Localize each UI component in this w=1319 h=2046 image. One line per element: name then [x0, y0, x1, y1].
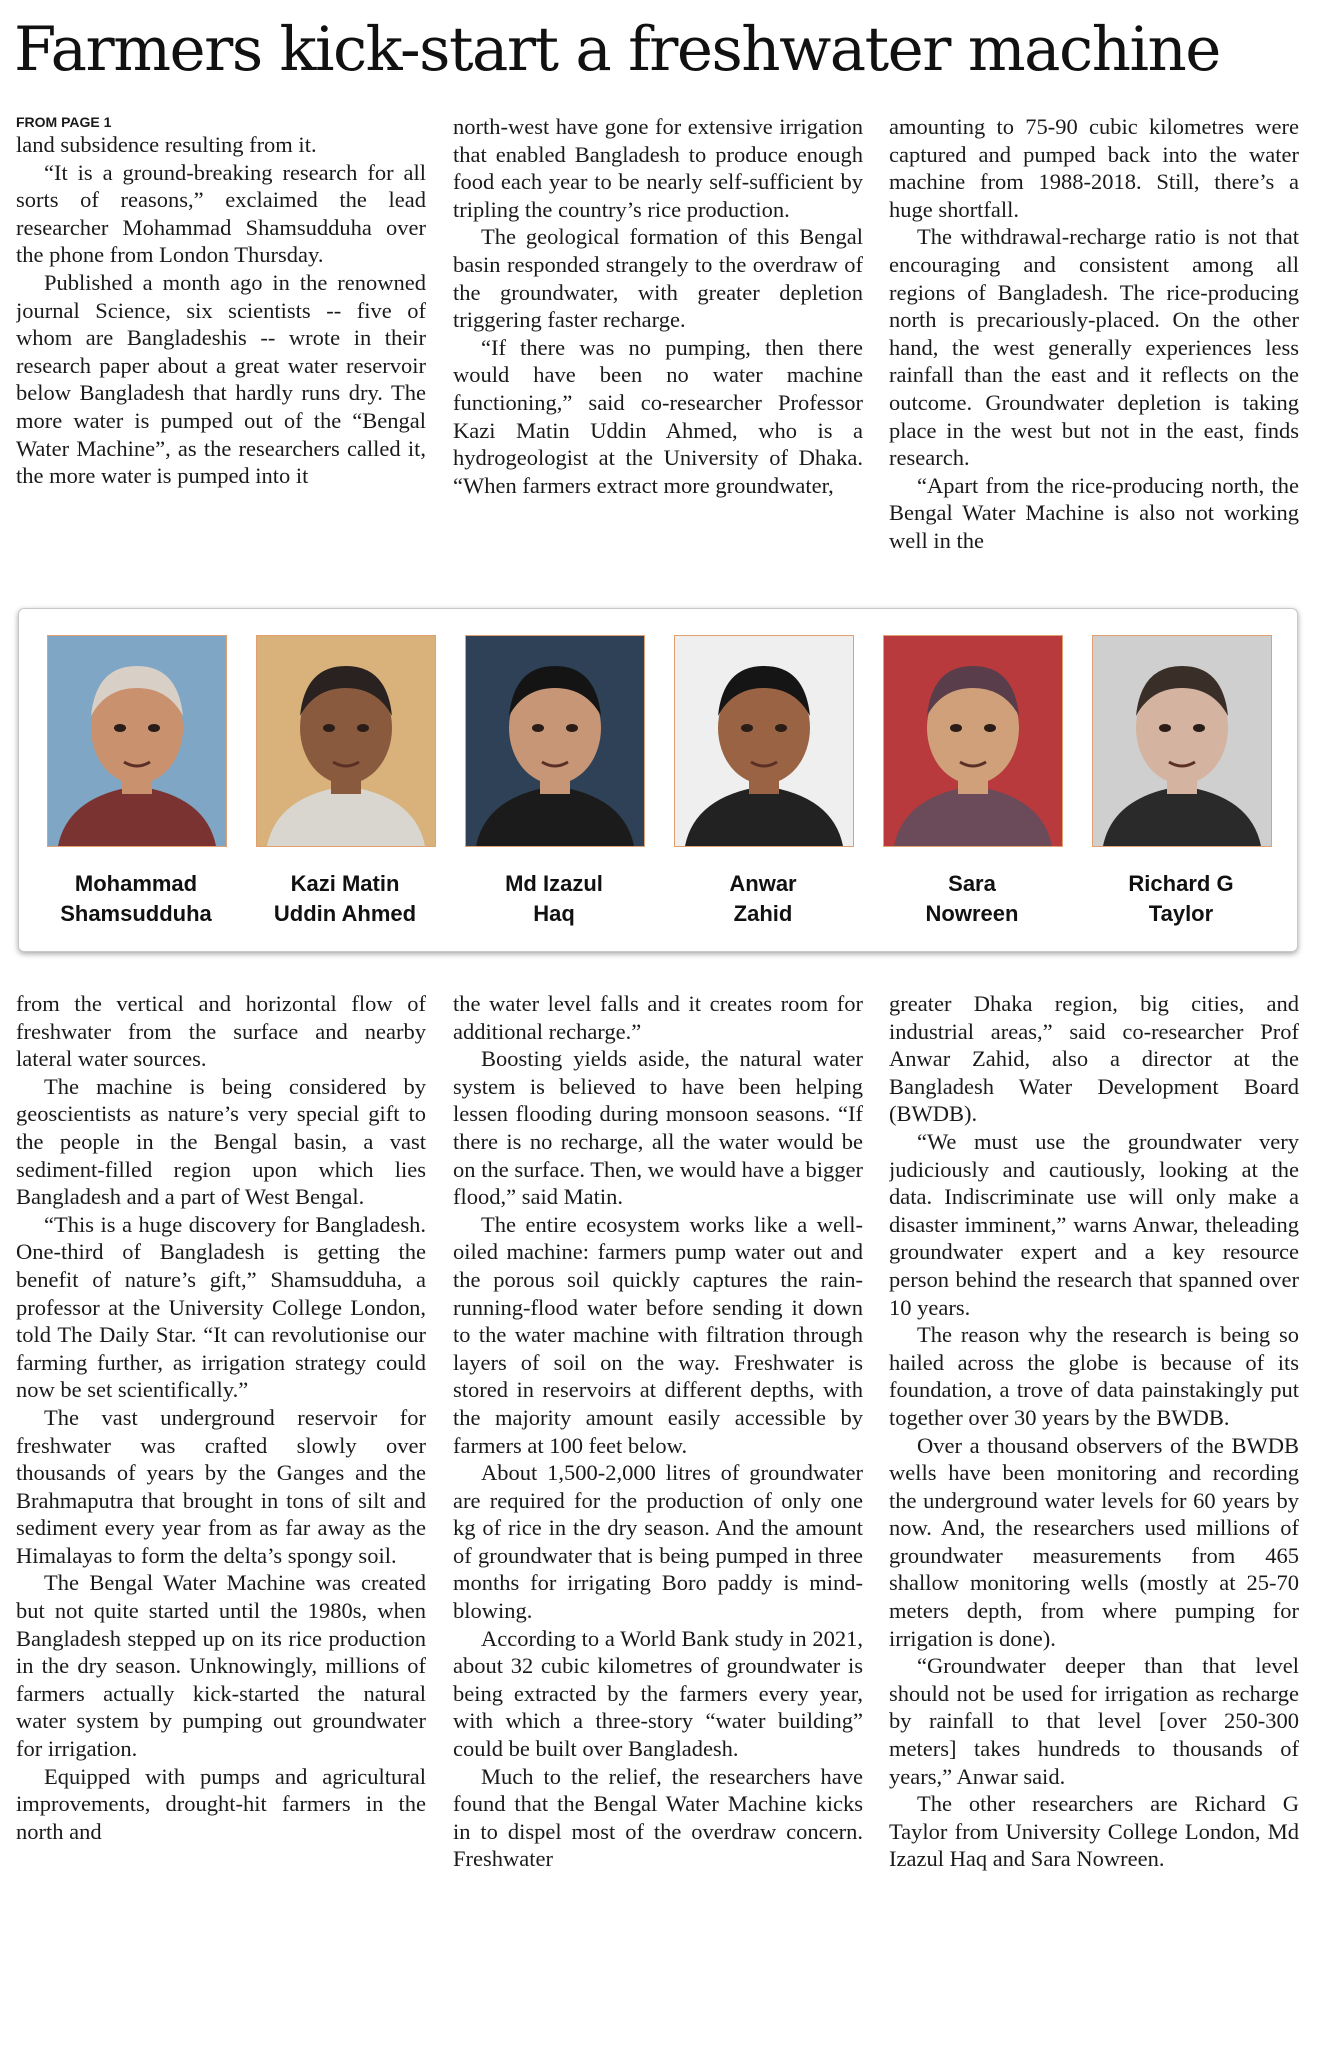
paragraph: About 1,500-2,000 litres of groundwater are required for the production of only one kg of rice in the dry season. And the amount of groundwater that is being pumped in three months for irrigating Boro paddy is mind-blowing. [453, 1460, 863, 1624]
researcher-photo [883, 635, 1063, 847]
researcher-name: Sara Nowreen [925, 871, 1019, 926]
paragraph: amounting to 75-90 cubic kilometres were captured and pumped back into the water machine from 1988-2018. Still, there’s a huge shortfall. [889, 114, 1299, 222]
researchers-photo-strip [18, 608, 1298, 952]
paragraph: “Groundwater deeper than that level should not be used for irrigation as recharge by rainfall to that level [over 250-300 meters] takes hundreds to thousands of years,” Anwar said. [889, 1653, 1299, 1789]
paragraph: The machine is being considered by geoscientists as nature’s very special gift to the people in the Bengal basin, a vast sediment-filled region upon which lies Bangladesh and a part of West Bengal. [16, 1073, 426, 1210]
paragraph: The vast underground reservoir for freshwater was crafted slowly over thousands of years by the Ganges and the Brahmaputra that brought in tons of silt and sediment every year from as far away as the Himalayas to form the delta’s spongy soil. [16, 1404, 426, 1568]
researcher-card [47, 635, 225, 929]
paragraph: The reason why the research is being so hailed across the globe is because of its foundation, a trove of data painstakingly put together over 30 years by the BWDB. [889, 1322, 1299, 1430]
researcher-card [1092, 635, 1270, 929]
paragraph: “It is a ground-breaking research for all sorts of reasons,” exclaimed the lead researcher Mohammad Shamsudduha over the phone from London Thursday. [16, 159, 426, 268]
paragraph: The Bengal Water Machine was created but not quite started until the 1980s, when Bangladesh stepped up on its rice production in the dry season. Unknowingly, millions of farmers actually kick-started the natural water system by pumping out groundwater for irrigation. [16, 1570, 426, 1762]
paragraph: land subsidence resulting from it. [16, 132, 317, 157]
top-column-1 [16, 113, 426, 583]
researcher-card [883, 635, 1061, 929]
from-page-kicker: FROM PAGE 1 [16, 114, 112, 130]
researcher-name: Md Izazul Haq [505, 871, 603, 926]
bottom-column-1 [16, 990, 426, 2046]
paragraph: The withdrawal-recharge ratio is not that encouraging and consistent among all regions of Bangladesh. The rice-producing north is precariously-placed. On the other hand, the west generally experiences less rainfall than the east and it reflects on the outcome. Groundwater depletion is taking place in the west but not in the east, finds research. [889, 224, 1299, 471]
researcher-photo [465, 635, 645, 847]
top-column-3 [889, 113, 1299, 583]
paragraph: greater Dhaka region, big cities, and industrial areas,” said co-researcher Prof Anwar Zahid, also a director at the Bangladesh Water Development Board (BWDB). [889, 991, 1299, 1127]
researcher-card [465, 635, 643, 929]
paragraph: Boosting yields aside, the natural water system is believed to have been helping lessen flooding during monsoon seasons. “If there is no recharge, all the water would be on the surface. Then, we would have a bigger flood,” said Matin. [453, 1046, 863, 1210]
researcher-card [256, 635, 434, 929]
top-column-2 [453, 113, 863, 583]
researcher-photo [47, 635, 227, 847]
researcher-card [674, 635, 852, 929]
researcher-name: Anwar Zahid [729, 871, 797, 926]
paragraph: The geological formation of this Bengal basin responded strangely to the overdraw of the groundwater, with greater depletion triggering faster recharge. [453, 224, 863, 333]
paragraph: the water level falls and it creates room for additional recharge.” [453, 991, 863, 1044]
bottom-column-3 [889, 990, 1299, 2046]
paragraph: Much to the relief, the researchers have found that the Bengal Water Machine kicks in to dispel most of the overdraw concern. Freshwater [453, 1763, 863, 1872]
paragraph: Published a month ago in the renowned journal Science, six scientists -- five of whom are Bangladeshis -- wrote in their research paper about a great water reservoir below Bangladesh that hardly runs dry. The more water is pumped out of the “Bengal Water Machine”, as the researchers called it, the more water is pumped into it [16, 269, 426, 489]
paragraph: from the vertical and horizontal flow of freshwater from the surface and nearby lateral water sources. [16, 991, 426, 1072]
paragraph: “This is a huge discovery for Bangladesh. One-third of Bangladesh is getting the benefit of nature’s gift,” Shamsudduha, a professor at the University College London, told The Daily Star. “It can revolutionise our farming further, as irrigation strategy could now be set scientifically.” [16, 1211, 426, 1403]
paragraph: “We must use the groundwater very judiciously and cautiously, looking at the data. Indiscriminate use will only make a disaster imminent,” warns Anwar, theleading groundwater expert and a key resource person behind the research that spanned over 10 years. [889, 1128, 1299, 1320]
researcher-name: Mohammad Shamsudduha [60, 871, 212, 926]
researcher-photo [256, 635, 436, 847]
paragraph: “Apart from the rice-producing north, the Bengal Water Machine is also not working well in the [889, 472, 1299, 553]
paragraph: The other researchers are Richard G Taylor from University College London, Md Izazul Haq and Sara Nowreen. [889, 1791, 1299, 1872]
paragraph: Over a thousand observers of the BWDB wells have been monitoring and recording the underground water levels for 60 years by now. And, the researchers used millions of groundwater measurements from 465 shallow monitoring wells (mostly at 25-70 meters depth, from where pumping for irrigation is done). [889, 1432, 1299, 1651]
paragraph: According to a World Bank study in 2021, about 32 cubic kilometres of groundwater is being extracted by the farmers every year, with which a three-story “water building” could be built over Bangladesh. [453, 1625, 863, 1762]
paragraph: The entire ecosystem works like a well-oiled machine: farmers pump water out and the porous soil quickly captures the rain-running-flood water before sending it down to the water machine with filtration through layers of soil on the way. Freshwater is stored in reservoirs at different depths, with the majority amount easily accessible by farmers at 100 feet below. [453, 1211, 863, 1458]
researcher-photo [1092, 635, 1272, 847]
paragraph: Equipped with pumps and agricultural improvements, drought-hit farmers in the north and [16, 1763, 426, 1844]
bottom-column-2 [453, 990, 863, 2046]
paragraph: north-west have gone for extensive irrigation that enabled Bangladesh to produce enough food each year to be nearly self-sufficient by tripling the country’s rice production. [453, 114, 863, 222]
researcher-photo [674, 635, 854, 847]
paragraph: “If there was no pumping, then there would have been no water machine functioning,” said co-researcher Professor Kazi Matin Uddin Ahmed, who is a hydrogeologist at the University of Dhaka. “When farmers extract more groundwater, [453, 334, 863, 498]
researcher-name: Richard G Taylor [1128, 871, 1234, 926]
researcher-name: Kazi Matin Uddin Ahmed [273, 871, 417, 926]
headline: Farmers kick-start a freshwater machine [14, 14, 1220, 85]
